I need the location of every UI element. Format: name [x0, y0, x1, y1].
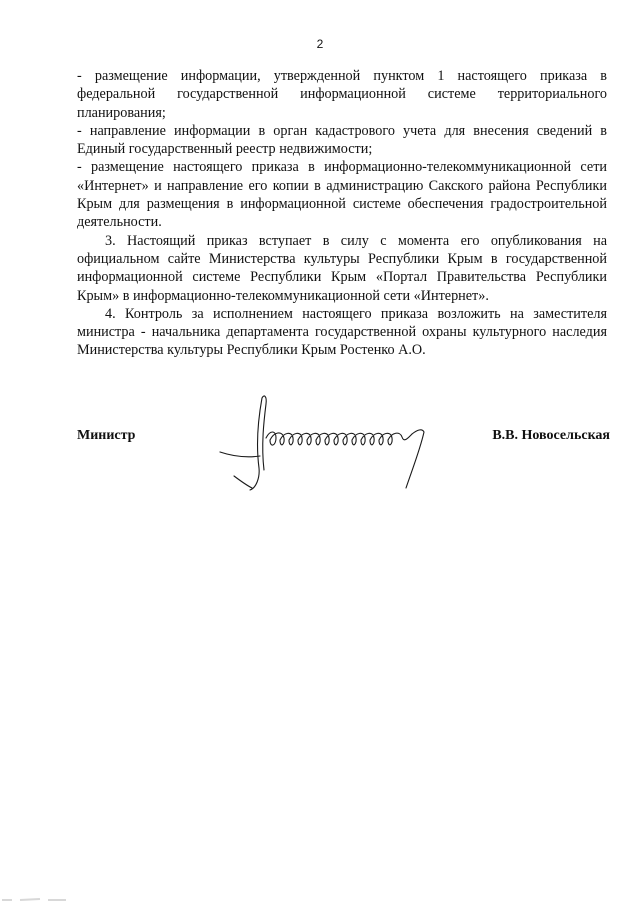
page-number: 2 — [316, 37, 324, 51]
document-body — [77, 67, 607, 360]
paragraph-item-3: 3. Настоящий приказ вступает в силу с момента его опубликования на официальном сайте Министерства культуры Республики Крым в государственной информационной системе Республики Крым «Портал Правительства Республики Крым» в информационно-телекоммуникационной сети «Интернет». — [77, 232, 607, 304]
paragraph-placement-fgis: - размещение информации, утвержденной пунктом 1 настоящего приказа в федеральной государственной информационной системе территориального планирования; — [77, 68, 607, 121]
signer-title: Министр — [77, 428, 136, 443]
paragraph-cadastral: - направление информации в орган кадастрового учета для внесения сведений в Единый государственный реестр недвижимости; — [77, 122, 607, 158]
paragraph-internet-publication: - размещение настоящего приказа в информационно-телекоммуникационной сети «Интернет» и направление его копии в администрацию Сакского района Республики Крым для размещения в информационной системе обеспечения градостроительной деятельности. — [77, 159, 607, 231]
paragraph-item-4: 4. Контроль за исполнением настоящего приказа возложить на заместителя министра - начальника департамента государственной охраны культурного наследия Министерства культуры Республики Крым Ростенко А.О. — [77, 305, 607, 359]
scan-artifact — [0, 888, 70, 901]
signer-name: В.В. Новосельская — [492, 428, 610, 443]
handwritten-signature — [212, 390, 452, 495]
